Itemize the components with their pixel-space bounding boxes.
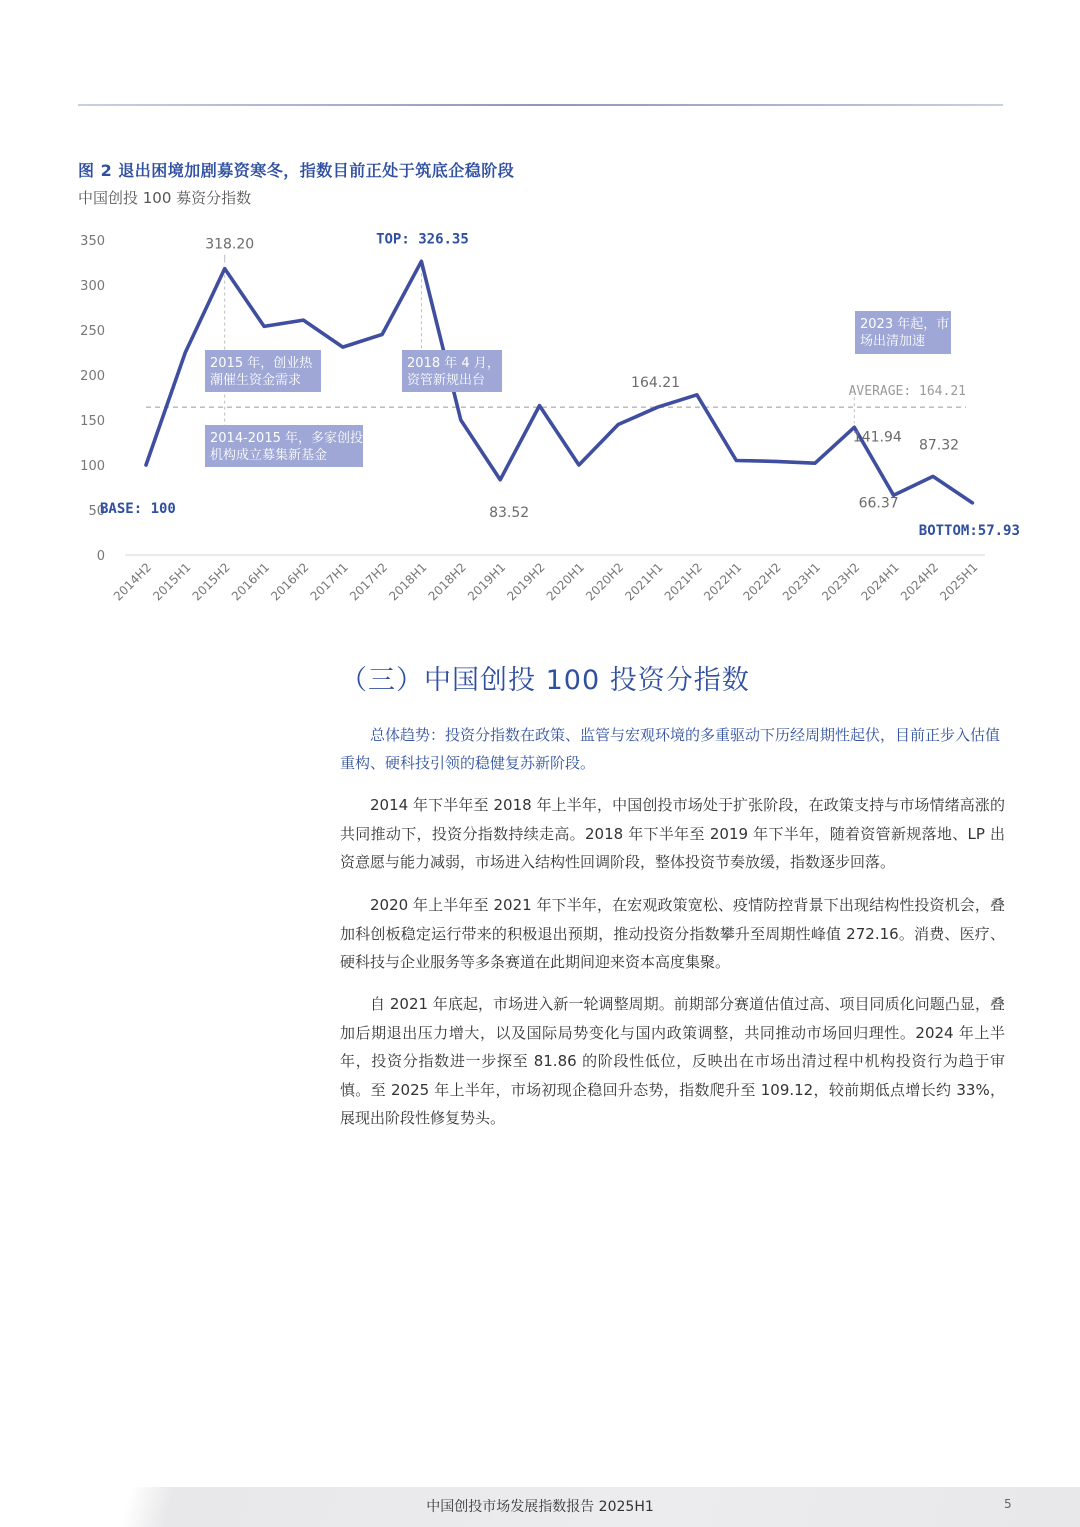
paragraph-1: 2014 年下半年至 2018 年上半年，中国创投市场处于扩张阶段，在政策支持与市场情绪高涨的共同推动下，投资分指数持续走高。2018 年下半年至 2019 年下半年，随着资管新规落地、LP 出资意愿与能力减弱，市场进入结构性回调阶段，整体投资节奏放缓，指数逐步回落。 <box>340 796 1005 872</box>
x-tick-label: 2021H1 <box>622 560 666 604</box>
x-tick-label: 2019H1 <box>464 560 509 604</box>
x-tick-label: 2024H1 <box>858 560 902 604</box>
data-label: 164.21 <box>631 375 681 392</box>
data-label: 87.32 <box>918 437 960 454</box>
annotation-text: 2014-2015 年，多家创投 <box>210 431 363 446</box>
annotation-text: 机构成立募集新基金 <box>210 448 328 463</box>
x-tick-label: 2020H1 <box>543 560 587 604</box>
data-label: 66.37 <box>858 495 899 512</box>
x-tick-label: 2022H1 <box>701 560 745 604</box>
page-number: 5 <box>1004 1497 1012 1511</box>
y-tick-label: 0 <box>96 549 105 564</box>
data-label: 141.94 <box>852 429 902 446</box>
annotation-text: 2023 年起，市 <box>860 317 950 332</box>
y-tick-label: 150 <box>80 414 105 429</box>
annotation-text: 场出清加速 <box>860 334 926 349</box>
data-label: TOP: 326.35 <box>376 231 469 248</box>
section-heading: （三）中国创投 100 投资分指数 <box>340 665 750 696</box>
x-tick-label: 2023H2 <box>819 560 863 604</box>
figure-title: 图 2 退出困境加剧募资寒冬，指数目前正处于筑底企稳阶段 <box>78 161 515 180</box>
annotation-text: 2018 年 4 月， <box>407 356 500 371</box>
annotation-text: 潮催生资金需求 <box>210 373 302 388</box>
data-label: BOTTOM:57.93 <box>918 522 1020 539</box>
y-tick-label: 200 <box>80 369 105 384</box>
x-tick-label: 2016H2 <box>268 560 312 604</box>
x-tick-label: 2015H1 <box>150 560 194 604</box>
paragraph-3: 自 2021 年底起，市场进入新一轮调整周期。前期部分赛道估值过高、项目同质化问题凸显，叠加后期退出压力增大，以及国际局势变化与国内政策调整，共同推动市场回归理性。2024 年上半年，投资分指数进一步探至 81.86 的阶段性低位，反映出在市场出清过程中机构投资行为趋于审慎。至 2025 年上半年，市场初现企稳回升态势，指数爬升至 109.12，较前期低点增长约 33%，展现出阶段性修复势头。 <box>340 995 1005 1128</box>
x-tick-label: 2019H2 <box>504 560 548 604</box>
average-label: AVERAGE: 164.21 <box>848 384 966 400</box>
y-tick-label: 250 <box>80 324 105 339</box>
x-tick-label: 2018H2 <box>425 560 469 604</box>
y-tick-label: 350 <box>80 234 105 249</box>
x-tick-label: 2015H2 <box>189 560 233 604</box>
data-label: 318.20 <box>205 236 255 253</box>
x-tick-label: 2018H1 <box>386 560 430 604</box>
x-tick-label: 2022H2 <box>740 560 784 604</box>
data-label: BASE: 100 <box>100 501 176 517</box>
fundraising-index-chart <box>0 0 1080 640</box>
x-tick-label: 2020H2 <box>583 560 627 604</box>
annotation-text: 2015 年，创业热 <box>210 356 313 371</box>
data-label: 83.52 <box>489 504 530 521</box>
x-tick-label: 2017H2 <box>346 560 391 604</box>
y-tick-label: 100 <box>80 459 105 474</box>
figure-subtitle: 中国创投 100 募资分指数 <box>78 189 252 207</box>
footer-title: 中国创投市场发展指数报告 2025H1 <box>426 1499 654 1515</box>
x-tick-label: 2016H1 <box>228 560 273 604</box>
x-tick-label: 2021H2 <box>661 560 706 604</box>
y-tick-label: 50 <box>88 504 105 519</box>
paragraph-2: 2020 年上半年至 2021 年下半年，在宏观政策宽松、疫情防控背景下出现结构性投资机会，叠加科创板稳定运行带来的积极退出预期，推动投资分指数攀升至周期性峰值 272.16。消费、医疗、硬科技与企业服务等多条赛道在此期间迎来资本高度集聚。 <box>340 896 1005 972</box>
section-summary: 总体趋势：投资分指数在政策、监管与宏观环境的多重驱动下历经周期性起伏，目前正步入估值重构、硬科技引领的稳健复苏新阶段。 <box>340 726 1001 772</box>
x-tick-label: 2017H1 <box>307 560 351 604</box>
x-tick-label: 2025H1 <box>937 560 981 604</box>
x-tick-label: 2024H2 <box>897 560 942 604</box>
y-tick-label: 300 <box>80 279 105 294</box>
x-tick-label: 2014H2 <box>110 560 155 604</box>
annotation-text: 资管新规出台 <box>407 373 486 388</box>
x-tick-label: 2023H1 <box>779 560 824 604</box>
